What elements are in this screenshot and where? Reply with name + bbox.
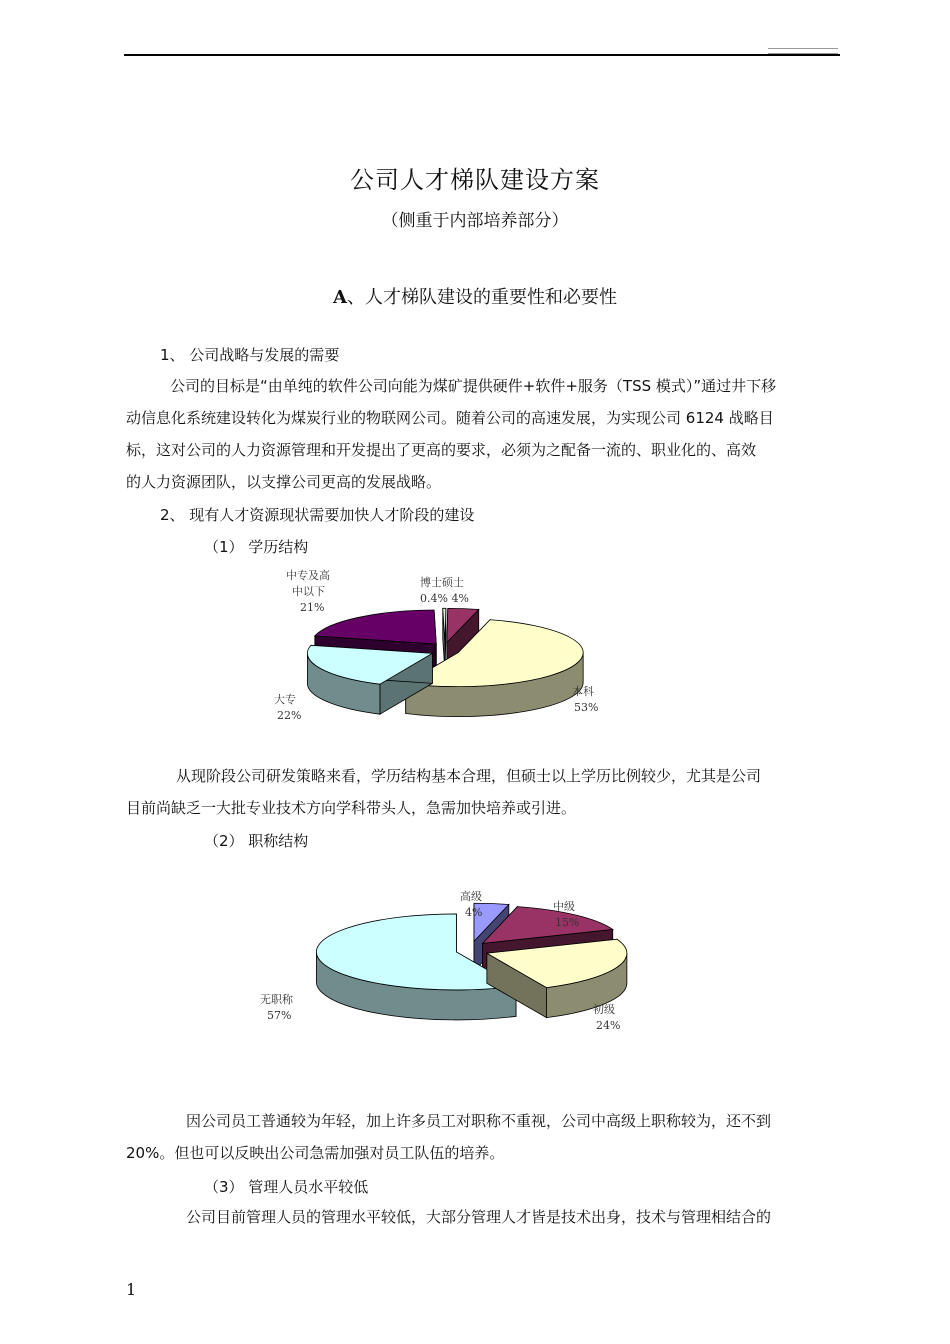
value-none: 57%	[267, 1009, 292, 1022]
paragraph-line: 20%。但也可以反映出公司急需加强对员工队伍的培养。	[126, 1144, 505, 1162]
label-bachelor: 本科	[572, 685, 594, 698]
heading-2-1: （1） 学历结构	[204, 538, 309, 556]
paragraph-line: 因公司员工普通较为年轻，加上许多员工对职称不重视，公司中高级上职称较为，还不到	[186, 1112, 772, 1130]
paragraph-line: 目前尚缺乏一大批专业技术方向学科带头人，急需加快培养或引进。	[126, 799, 577, 817]
paragraph-1	[126, 370, 842, 498]
paragraph-line: 动信息化系统建设转化为煤炭行业的物联网公司。随着公司的高速发展，为实现公司 6124 战略目	[126, 409, 774, 427]
value-senior: 4%	[465, 906, 483, 919]
paragraph-line: 公司目前管理人员的管理水平较低，大部分管理人才皆是技术出身，技术与管理相结合的	[186, 1208, 772, 1226]
paragraph-4	[126, 1201, 842, 1233]
header-rule	[124, 54, 840, 56]
section-a-letter: A	[333, 287, 347, 308]
label-intermediate: 中级	[553, 900, 575, 913]
section-a-text: 、人才梯队建设的重要性和必要性	[346, 287, 617, 308]
label-phd-master: 博士硕士	[420, 576, 464, 589]
value-bachelor: 53%	[574, 701, 599, 714]
value-intermediate: 15%	[555, 916, 580, 929]
paragraph-line: 从现阶段公司研发策略来看，学历结构基本合理，但硕士以上学历比例较少，尤其是公司	[176, 767, 762, 785]
paragraph-3	[126, 1105, 842, 1169]
label-none: 无职称	[260, 993, 293, 1006]
value-phd-master: 0.4% 4%	[420, 592, 469, 605]
label-high-school-1: 中专及高	[286, 569, 330, 582]
paragraph-2	[126, 760, 842, 824]
paragraph-line: 公司的目标是“由单纯的软件公司向能为煤矿提供硬件+软件+服务（TSS 模式）”通过井下移	[170, 377, 777, 395]
value-college: 22%	[277, 709, 302, 722]
heading-2: 2、 现有人才资源现状需要加快人才阶段的建设	[160, 506, 475, 524]
header-mark	[768, 48, 838, 54]
section-a-heading	[0, 283, 950, 309]
label-college: 大专	[274, 693, 296, 706]
heading-1: 1、 公司战略与发展的需要	[160, 346, 340, 364]
label-high-school-2: 中以下	[292, 585, 325, 598]
education-pie-chart	[250, 560, 630, 730]
title-pie-chart	[250, 880, 630, 1040]
document-subtitle: （侧重于内部培养部分）	[381, 211, 569, 231]
paragraph-line: 标，这对公司的人力资源管理和开发提出了更高的要求，必须为之配备一流的、职业化的、高效	[126, 441, 757, 459]
label-senior: 高级	[460, 890, 482, 903]
heading-2-3: （3） 管理人员水平较低	[204, 1178, 369, 1196]
value-junior: 24%	[596, 1019, 621, 1032]
document-title: 公司人才梯队建设方案	[350, 166, 600, 194]
label-junior: 初级	[593, 1003, 615, 1016]
page-number: 1	[126, 1280, 137, 1299]
value-high-school: 21%	[300, 601, 325, 614]
paragraph-line: 的人力资源团队，以支撑公司更高的发展战略。	[126, 473, 442, 491]
heading-2-2: （2） 职称结构	[204, 832, 309, 850]
